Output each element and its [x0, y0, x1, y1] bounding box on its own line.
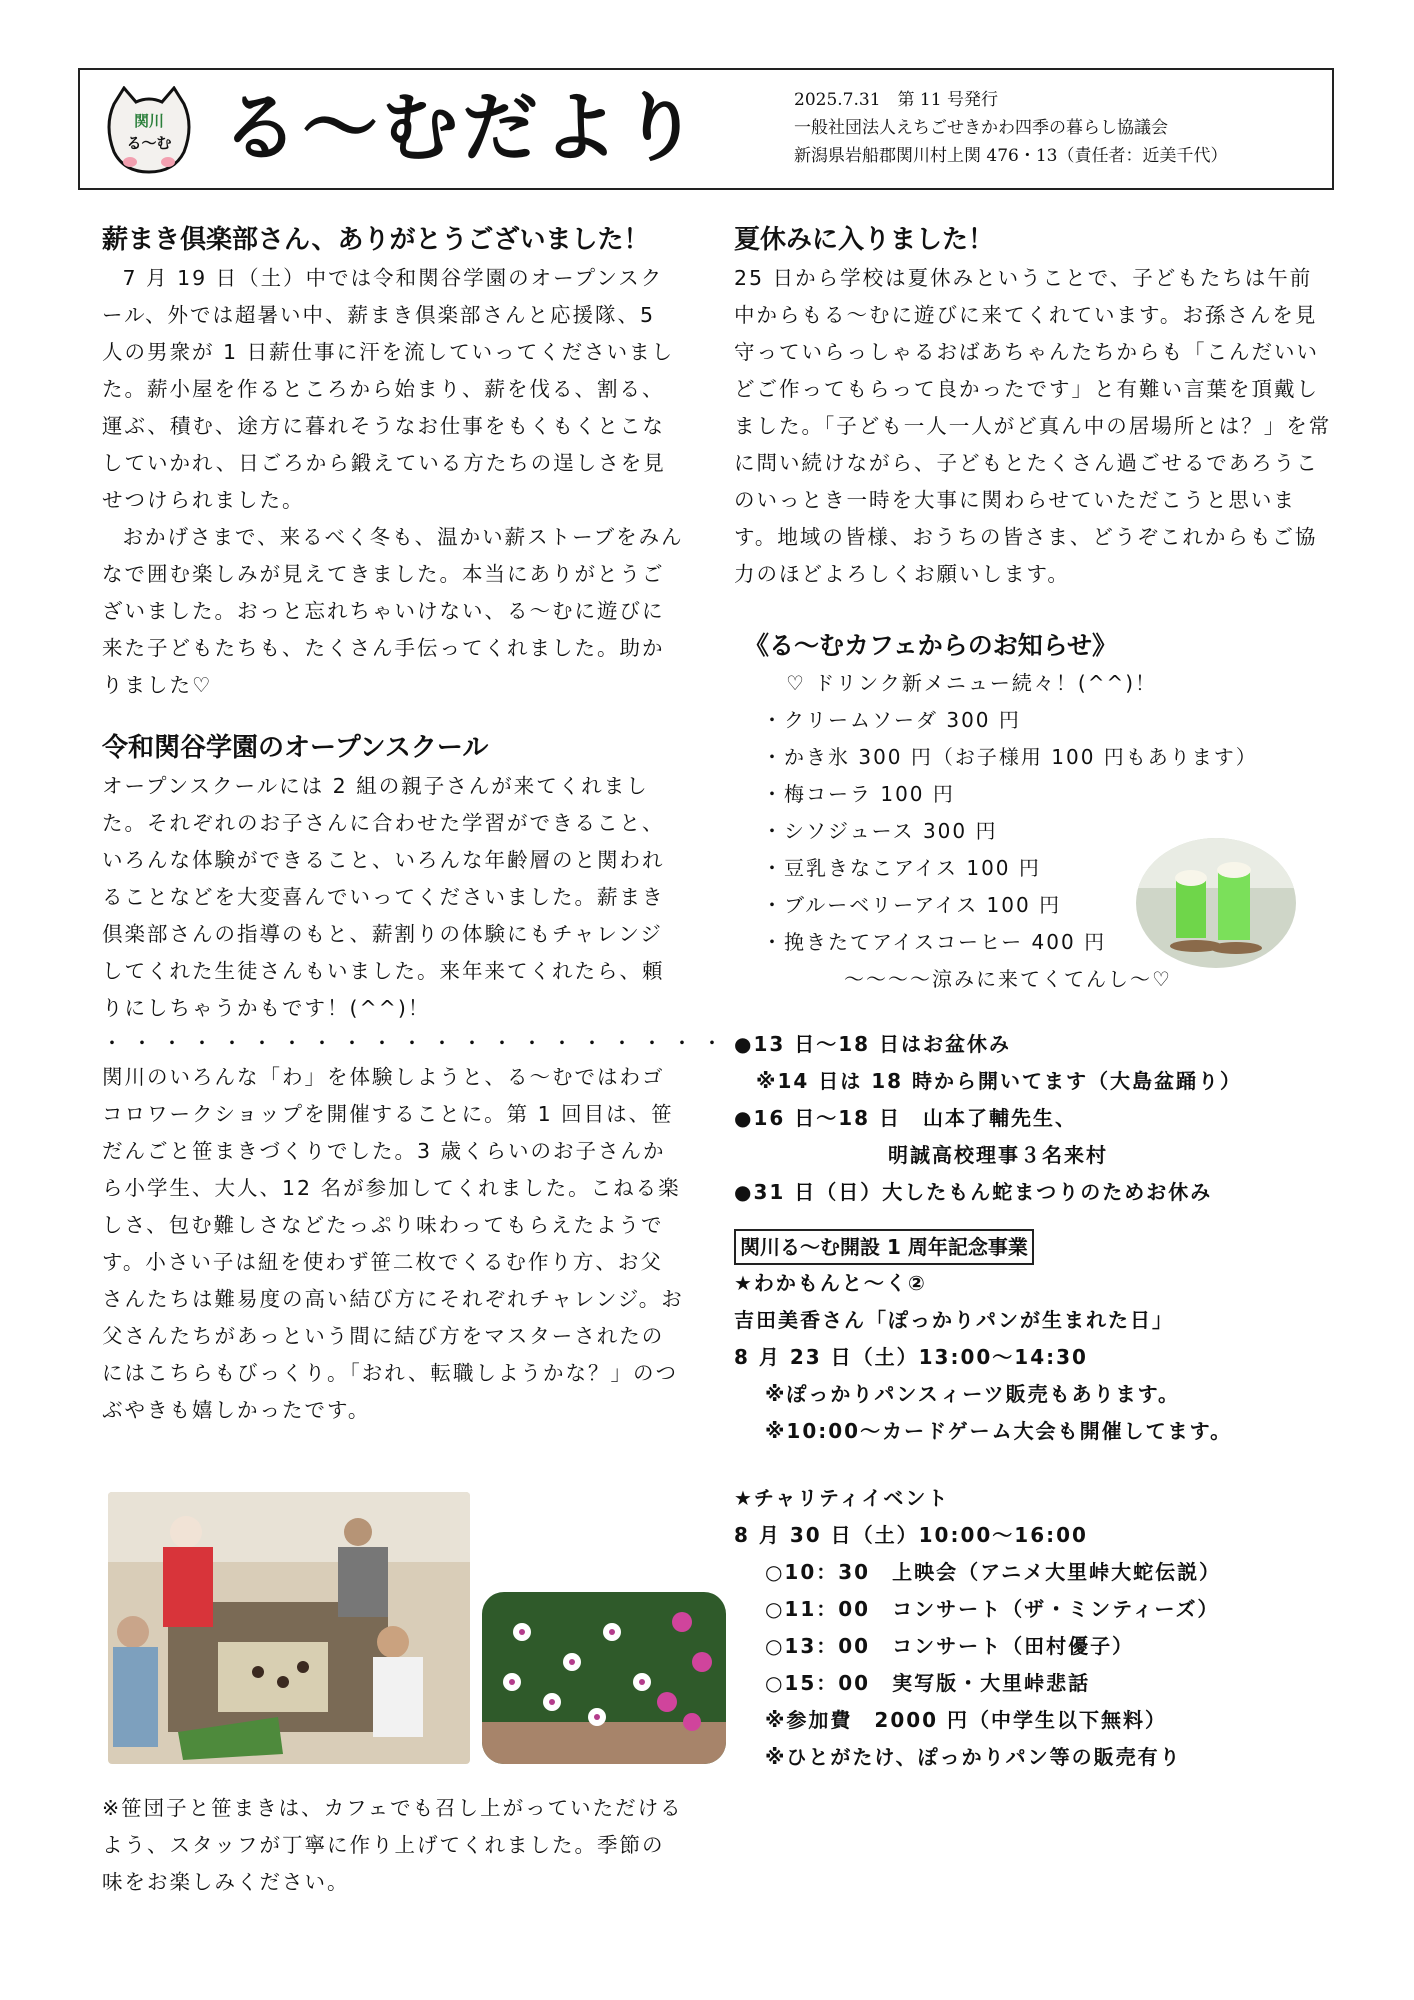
footnote-block [102, 1790, 684, 1901]
section-title-makimaki: 薪まき倶楽部さん、ありがとうございました！ [102, 225, 650, 255]
notice-line: ※14 日は 18 時から開いてます（大島盆踊り） [734, 1069, 1242, 1093]
org-line: 一般社団法人えちごせきかわ四季の暮らし協議会 [794, 118, 1168, 138]
section-text: おかげさまで、来るべく冬も、温かい薪ストーブをみんなで囲む楽しみが見えてきました。本当にありがとうございました。おっと忘れちゃいけない、る〜むに遊びに来た子どもたちも、たくさん手伝ってくれました。助かりました♡ [102, 525, 684, 697]
section-text: 関川のいろんな「わ」を体験しようと、る〜むではわゴコロワークショップを開催することに。第 1 回目は、笹だんごと笹まきづくりでした。3 歳くらいのお子さんから小学生、大人、12 名が参加してくれました。こねる楽しさ、包む難しさなどたっぷり味わってもらえたようです。小さい子は紐を使わず笹二枚でくるむ作り方、お父さんたちは難易度の高い結び方にそれぞれチャレンジ。お父さんたちがあっという間に結び方をマスターされたのにはこちらもびっくり。「おれ、転職しようかな？」のつぶやきも嬉しかったです。 [102, 1065, 684, 1422]
section-title-summer: 夏休みに入りました！ [734, 225, 995, 255]
issue-line: 2025.7.31 第 11 号発行 [794, 90, 998, 110]
menu-item: ・梅コーラ 100 円 [762, 782, 955, 806]
event-line: ○11：00 コンサート（ザ・ミンティーズ） [734, 1597, 1220, 1621]
cat-logo [100, 86, 198, 176]
cream-soda-photo [1136, 838, 1296, 968]
workshop-photo [108, 1492, 470, 1764]
flowers-photo [482, 1592, 726, 1764]
event-line: ※ぽっかりパンスィーツ販売もあります。 [734, 1382, 1181, 1406]
menu-item: ・かき氷 300 円（お子様用 100 円もあります） [762, 745, 1258, 769]
menu-item: ・挽きたてアイスコーヒー 400 円 [762, 930, 1107, 954]
publication-info [794, 86, 1227, 170]
cafe-title: 《る〜むカフェからのお知らせ》 [744, 631, 1118, 660]
cafe-intro: ♡ ドリンク新メニュー続々！(^^)！ [786, 671, 1158, 695]
notice-line: ●31 日（日）大したもん蛇まつりのためお休み [734, 1180, 1213, 1204]
menu-item: ・ブルーベリーアイス 100 円 [762, 893, 1062, 917]
section-title-openschool: 令和関谷学園のオープンスクール [102, 733, 489, 763]
event-line: ※10:00〜カードゲーム大会も開催してます。 [734, 1419, 1233, 1443]
svg-text:関川: 関川 [133, 112, 165, 130]
newsletter-title: る〜むだより [222, 83, 702, 172]
event-line: 吉田美香さん「ぽっかりパンが生まれた日」 [734, 1308, 1174, 1332]
menu-item: ・シソジュース 300 円 [762, 819, 998, 843]
menu-item: ・豆乳きなこアイス 100 円 [762, 856, 1041, 880]
right-column [734, 222, 1334, 1776]
svg-text:る〜む: る〜む [126, 134, 172, 152]
section-text: オープンスクールには 2 組の親子さんが来てくれました。それぞれのお子さんに合わせた学習ができること、いろんな体験ができること、いろんな年齢層のと関われることなどを大変喜んでいってくださいました。薪まき倶楽部さんの指導のもと、薪割りの体験にもチャレンジしてくれた生徒さんもいました。来年来てくれたら、頼りにしちゃうかもです！(^^)！ [102, 774, 665, 1020]
event-line: ★チャリティイベント [734, 1486, 950, 1510]
event-line: ※ひとがたけ、ぽっかりパン等の販売有り [734, 1745, 1182, 1769]
event-line: ○15：00 実写版・大里峠悲話 [734, 1671, 1091, 1695]
event-line: 8 月 30 日（土）10:00〜16:00 [734, 1523, 1088, 1547]
section-text: 7 月 19 日（土）中では令和関谷学園のオープンスクール、外では超暑い中、薪まき倶楽部さんと応援隊、5 人の男衆が 1 日薪仕事に汗を流していってくださいました。薪小屋を作るところから始まり、薪を伐る、割る、運ぶ、積む、途方に暮れそうなお仕事をもくもくとこなしていかれ、日ごろから鍛えている方たちの逞しさを見せつけられました。 [102, 266, 675, 512]
dotted-divider: ・・・・・・・・・・・・・・・・・・・・・・ [102, 1031, 762, 1055]
event-line: ※参加費 2000 円（中学生以下無料） [734, 1708, 1168, 1732]
notice-line: ●16 日〜18 日 山本了輔先生、 [734, 1106, 1078, 1130]
cafe-closing: 〜〜〜〜涼みに来てくてんし〜♡ [844, 967, 1172, 991]
notice-line: 明誠高校理事３名来村 [734, 1143, 1108, 1167]
left-column [102, 222, 762, 1429]
event-line: ○13：00 コンサート（田村優子） [734, 1634, 1135, 1658]
sasadango-note: ※笹団子と笹まきは、カフェでも召し上がっていただけるよう、スタッフが丁寧に作り上げてくれました。季節の味をお楽しみください。 [102, 1796, 683, 1894]
event-line: 8 月 23 日（土）13:00〜14:30 [734, 1345, 1088, 1369]
event-line: ★わかもんと〜く② [734, 1271, 927, 1295]
menu-item: ・クリームソーダ 300 円 [762, 708, 1021, 732]
notice-line: ●13 日〜18 日はお盆休み [734, 1032, 1012, 1056]
address-line: 新潟県岩船郡関川村上関 476・13（責任者：近美千代） [794, 146, 1228, 166]
anniversary-label: 関川る〜む開設 1 周年記念事業 [734, 1229, 1034, 1265]
section-text: 25 日から学校は夏休みということで、子どもたちは午前中からもる〜むに遊びに来てくれています。お孫さんを見守っていらっしゃるおばあちゃんたちからも「こんだいいどご作ってもらって良かったです」と有難い言葉を頂戴しました。「子ども一人一人がど真ん中の居場所とは？」を常に問い続けながら、子どもとたくさん過ごせるであろうこのいっとき一時を大事に関わらせていただこうと思います。地域の皆様、おうちの皆さま、どうぞこれからもご協力のほどよろしくお願いします。 [734, 266, 1332, 586]
event-line: ○10：30 上映会（アニメ大里峠大蛇伝説） [734, 1560, 1222, 1584]
